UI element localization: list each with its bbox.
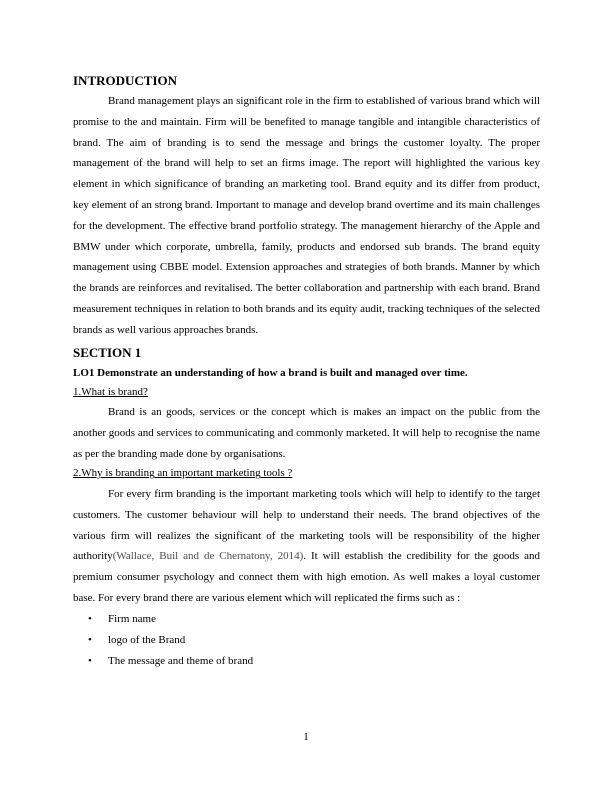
list-item-text: The message and theme of brand bbox=[108, 654, 254, 667]
learning-outcome-lo1: LO1 Demonstrate an understanding of how a brand is built and managed over time. bbox=[73, 366, 468, 379]
brand-element-list bbox=[73, 609, 540, 672]
introduction-heading: INTRODUCTION bbox=[73, 73, 178, 88]
bullet-icon: • bbox=[88, 654, 92, 667]
introduction-paragraph: Brand management plays an significant role in the firm to established of various brand which will promise to the and maintain. Firm will be benefited to manage tangible and intangible characteristics of brand. The aim of branding is to send the message and brings the customer loyalty. The proper management of the brand will help to set an firms image. The report will highlighted the various key element in which significance of branding an marketing tool. Brand equity and its differ from product, key element of an strong brand. Important to manage and develop brand overtime and its main challenges for the development. The effective brand portfolio strategy. The management hierarchy of the Apple and BMW under which corporate, umbrella, family, products and endorsed sub brands. The brand equity management using CBBE model. Extension approaches and strategies of both brands. Manner by which the brands are reinforces and revitalised. The better collaboration and partnership with each brand. Brand measurement techniques in relation to both brands and its equity audit, tracking techniques of the selected brands as well various approaches brands. bbox=[73, 95, 540, 336]
list-item bbox=[73, 609, 540, 630]
question-2-paragraph bbox=[73, 484, 540, 609]
question-2-text-end: . It will establish the credibility for the goods and premium consumer psychology and connect them with high emotion. As well makes a loyal customer base. For every brand there are various element which will replicated the firms such as : bbox=[73, 550, 541, 604]
page-number: 1 bbox=[303, 731, 309, 743]
question-2-title: 2.Why is branding an important marketing tools ? bbox=[73, 467, 293, 480]
bullet-icon: • bbox=[88, 633, 92, 646]
list-item bbox=[73, 651, 540, 672]
question-1-paragraph: Brand is an goods, services or the concept which is makes an impact on the public from the another goods and services to communicating and commonly marketed. It will help to recognise the name as per the branding made done by organisations. bbox=[73, 406, 540, 460]
list-item bbox=[73, 630, 540, 651]
bullet-icon: • bbox=[88, 612, 92, 625]
list-item-text: Firm name bbox=[108, 612, 156, 625]
question-1-title: 1.What is brand? bbox=[73, 385, 148, 398]
list-item-text: logo of the Brand bbox=[108, 633, 186, 646]
page-content bbox=[73, 71, 540, 672]
question-2-text-start: For every firm branding is the important marketing tools which will help to identify to the target customers. The customer behaviour will help to understand their needs. The brand objectives of the various firm will realizes the significant of the marketing tools will be responsibility of the higher authority bbox=[73, 487, 540, 563]
citation: (Wallace, Buil and de Chernatony, 2014) bbox=[112, 550, 304, 563]
section-1-heading: SECTION 1 bbox=[73, 344, 142, 360]
